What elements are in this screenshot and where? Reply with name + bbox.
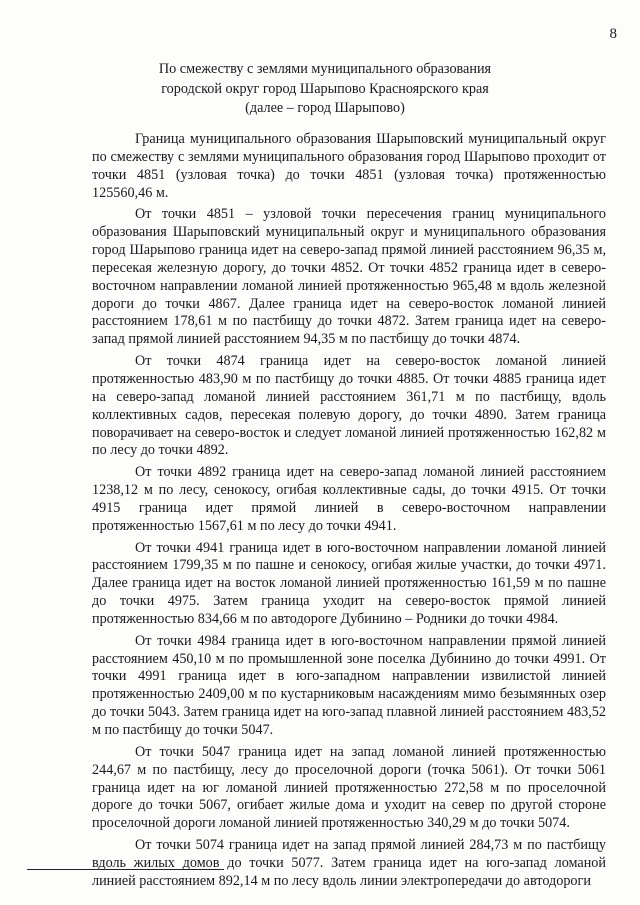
section-heading xyxy=(110,60,540,119)
footnote-divider xyxy=(27,869,224,870)
paragraph: От точки 4984 граница идет в юго-восточном направлении прямой линией расстоянием 450,10 м по промышленной зоне поселка Дубинино до точки 4991. От точки 4991 граница идет в юго-западном направлении извилистой линией протяженностью 2409,00 м по кустарниковым насаждениям мимо безымянных озер до точки 5043. Затем граница идет на юго-запад плавной линией расстоянием 483,52 м по пастбищу до точки 5047. xyxy=(92,632,606,738)
paragraph: От точки 5047 граница идет на запад ломаной линией протяженностью 244,67 м по пастбищу, лесу до проселочной дороги (точка 5061). От точки 5061 граница идет на юг ломаной линией протяженностью 272,58 м по проселочной дороге до точки 5067, огибает жилые дома и уходит на север по другой стороне проселочной дороги ломаной линией протяженностью 340,29 м до точки 5074. xyxy=(92,743,606,832)
heading-line: городской округ город Шарыпово Красноярского края xyxy=(161,80,489,97)
document-body xyxy=(92,131,606,891)
paragraph: От точки 5074 граница идет на запад прямой линией 284,73 м по пастбищу вдоль жилых домов до точки 5077. Затем граница идет на юго-запад ломаной линией расстоянием 892,14 м по лесу вдоль линии электропередачи до автодороги xyxy=(92,837,606,889)
page-number: 8 xyxy=(609,26,617,42)
paragraph: От точки 4874 граница идет на северо-восток ломаной линией протяженностью 483,90 м по пастбищу до точки 4885. От точки 4885 граница идет на северо-запад ломаной линией расстоянием 361,71 м по пастбищу, вдоль коллективных садов, пересекая полевую дорогу, до точки 4890. Затем граница поворачивает на северо-восток и следует ломаной линией протяженностью 162,82 м по лесу до точки 4892. xyxy=(92,353,606,459)
heading-line: (далее – город Шарыпово) xyxy=(245,100,405,116)
paragraph: От точки 4851 – узловой точки пересечения границ муниципального образования Шарыповский муниципальный округ и муниципального образования город Шарыпово граница идет на северо-запад прямой линией расстоянием 96,35 м, пересекая железную дорогу, до точки 4852. От точки 4852 граница идет в северо-восточном направлении ломаной линией протяженностью 965,48 м вдоль железной дороги до точки 4867. Далее граница идет на северо-восток ломаной линией расстоянием 178,61 м по пастбищу до точки 4872. Затем граница идет на северо-запад прямой линией расстоянием 94,35 м по пастбищу до точки 4874. xyxy=(92,206,606,348)
heading-line: По смежеству с землями муниципального образования xyxy=(158,61,492,77)
paragraph: От точки 4941 граница идет в юго-восточном направлении ломаной линией расстоянием 1799,35 м по пашне и сенокосу, огибая жилые участки, до точки 4971. Далее граница идет на восток ломаной линией протяженностью 161,59 м по пашне до точки 4975. Затем граница уходит на северо-восток прямой линией протяженностью 834,66 м по автодороге Дубинино – Родники до точки 4984. xyxy=(92,539,606,627)
paragraph: Граница муниципального образования Шарыповский муниципальный округ по смежеству с землями муниципального образования город Шарыпово проходит от точки 4851 (узловая точка) до точки 4851 (узловая точка) протяженностью 125560,46 м. xyxy=(92,131,606,201)
paragraph: От точки 4892 граница идет на северо-запад ломаной линией расстоянием 1238,12 м по лесу, сенокосу, огибая коллективные сады, до точки 4915. От точки 4915 граница идет прямой линией в северо-восточном направлении протяженностью 1567,61 м по лесу до точки 4941. xyxy=(92,464,606,534)
